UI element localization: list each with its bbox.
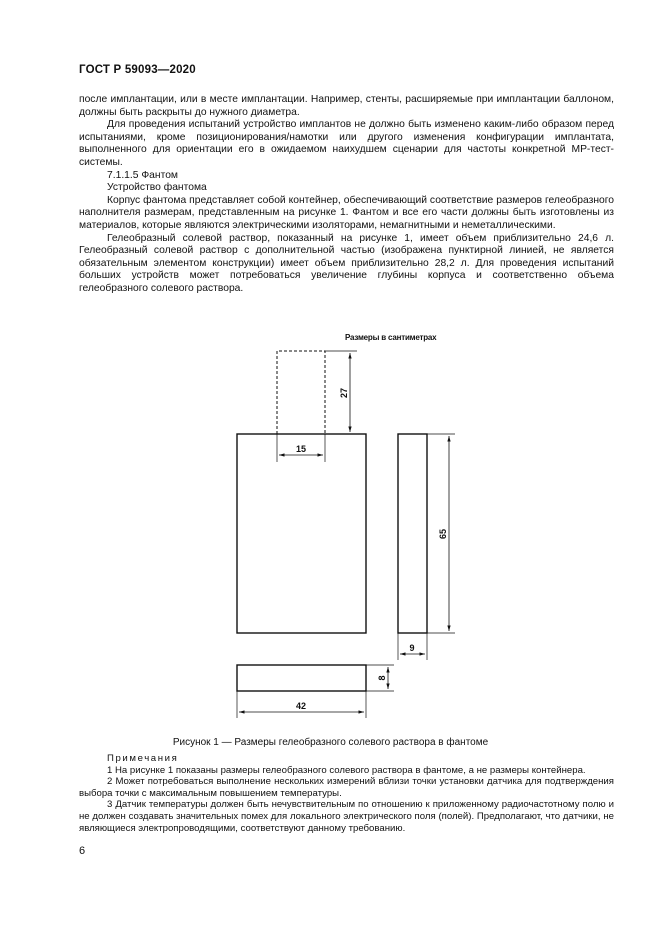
note-item: 1 На рисунке 1 показаны размеры гелеобразного солевого раствора в фантоме, а не размеры контейнера. [107, 764, 586, 776]
front-view-rect [237, 434, 366, 633]
dim-label-27: 27 [339, 387, 349, 399]
notes-heading: Примечания [107, 753, 179, 764]
paragraph: Для проведения испытаний устройство имплантов не должно быть изменено каким-либо образом перед испытаниями, кроме позиционирования/намотки или другого изменения конфигурации имплантата, выполненного для ориентации его в ожидаемом наихудшем сценарии для частоты конкретной МР-тест-системы. [79, 119, 614, 168]
side-view-rect [398, 434, 427, 633]
dim-label-42: 42 [295, 701, 307, 711]
top-view-rect [237, 665, 366, 691]
dim-label-9: 9 [409, 643, 415, 653]
optional-extension-dashed [277, 351, 325, 434]
dim-label-65: 65 [438, 528, 448, 540]
dim-label-8: 8 [377, 675, 387, 681]
figure-caption: Рисунок 1 — Размеры гелеобразного солевого раствора в фантоме [172, 737, 489, 748]
notes-block [79, 753, 614, 834]
page-number: 6 [79, 845, 86, 857]
note-item: 2 Может потребоваться выполнение нескольких измерений вблизи точки установки датчика для подтверждения выбора точки с максимальным повышением температуры. [79, 776, 614, 799]
paragraph: Корпус фантома представляет собой контейнер, обеспечивающий соответствие размеров гелеобразного наполнителя размерам, представленным на рисунке 1. Фантом и все его части должны быть изготовлены из материалов, которые являются электрическими изоляторами, немагнитными и неметаллическими. [79, 194, 614, 231]
document-header: ГОСТ Р 59093—2020 [79, 64, 196, 76]
subsection-title: Устройство фантома [107, 182, 207, 194]
note-item: 3 Датчик температуры должен быть нечувствительным по отношению к приложенному радиочастотному полю и не должен создавать значительных помех для локального электрического поля (полей). Предполагают, что датчики, не являющиеся электропроводящими, соответствуют данному требованию. [79, 799, 614, 834]
paragraph: после имплантации, или в месте имплантации. Например, стенты, расширяемые при имплантации баллоном, должны быть раскрыты до нужного диаметра. [79, 94, 614, 118]
figure-units-label: Размеры в сантиметрах [345, 333, 437, 342]
section-number: 7.1.1.5 Фантом [107, 169, 178, 181]
dim-label-15: 15 [295, 444, 307, 454]
paragraph: Гелеобразный солевой раствор, показанный на рисунке 1, имеет объем приблизительно 24,6 л. Гелеобразный солевой раствор с дополнительной частью (изображена пунктирной линией, не является обязательным элементом конструкции) имеет объем приблизительно 28,2 л. Для проведения испытаний больших устройств может потребоваться увеличение глубины корпуса и соответственно объема гелеобразного солевого раствора. [79, 232, 614, 294]
